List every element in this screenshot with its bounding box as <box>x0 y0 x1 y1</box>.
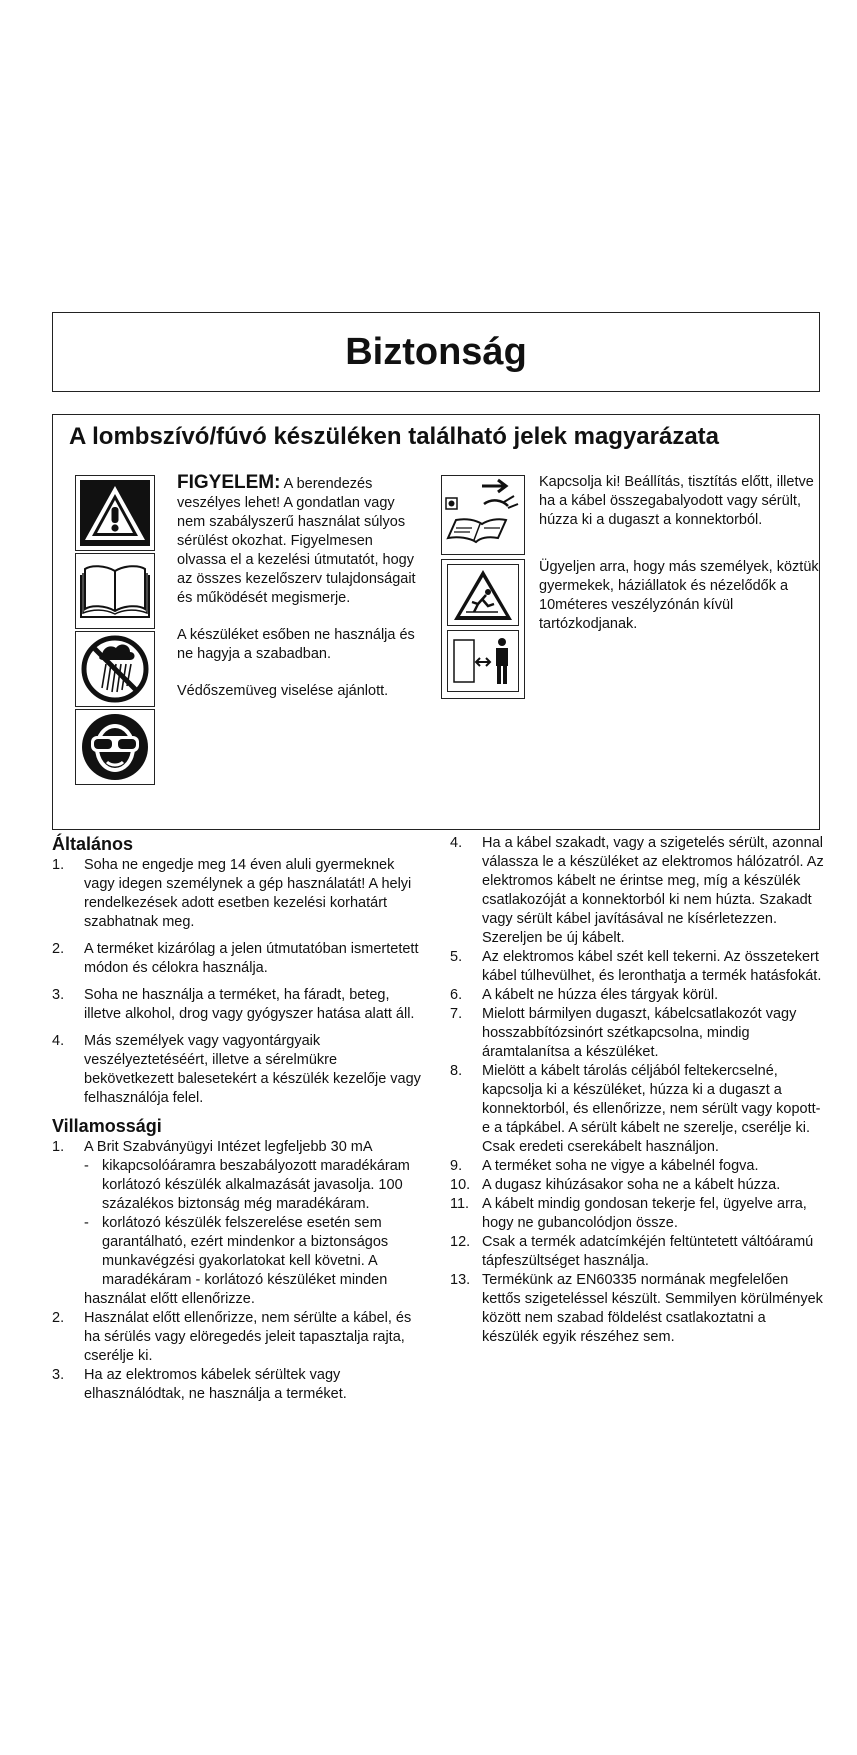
unplug-text: Kapcsolja ki! Beállítás, tisztítás előtt, illetve ha a kábel összegabalyodott vagy sérült, húzza ki a dugaszt a konnektorból. <box>539 474 814 528</box>
slip-hazard-icon <box>447 564 519 626</box>
item-text: Használat előtt ellenőrizze, nem sérülte a kábel, és ha sérülés vagy elöregedés jeleit tapasztalja rajta, cserélje ki. <box>84 1310 412 1364</box>
rain-text: A készüléket esőben ne használja és ne hagyja a szabadban. <box>177 627 415 662</box>
warning-triangle-icon <box>75 475 155 551</box>
list-item <box>52 856 422 932</box>
safety-goggles-icon <box>75 709 155 785</box>
list-item <box>450 1062 824 1157</box>
list-item <box>52 986 422 1024</box>
item-text: A terméket soha ne vigye a kábelnél fogva. <box>482 1158 759 1174</box>
general-heading: Általános <box>52 834 134 854</box>
right-icon-column <box>441 475 525 699</box>
item-number: 1. <box>52 857 65 873</box>
item-text: Soha ne engedje meg 14 éven aluli gyermeknek vagy idegen személynek a gép használatát! A helyi rendelkezések adott esetben kezelési korhatárt szabhatnak meg. <box>84 857 412 930</box>
item-number: 8. <box>450 1063 463 1079</box>
title-box <box>52 312 820 392</box>
item-number: 2. <box>52 941 65 957</box>
item-number: 12. <box>450 1234 471 1250</box>
item-number: 6. <box>450 987 463 1003</box>
distance-person-icon <box>447 630 519 692</box>
list-item <box>52 1032 422 1108</box>
electrical-heading: Villamossági <box>52 1116 162 1136</box>
symbols-heading: A lombszívó/fúvó készüléken található jelek magyarázata <box>69 423 720 450</box>
list-item <box>52 1309 422 1366</box>
goggles-text: Védőszemüveg viselése ajánlott. <box>177 683 389 699</box>
item-number: 5. <box>450 949 463 965</box>
item-text: Soha ne használja a terméket, ha fáradt, beteg, illetve alkohol, drog vagy gyógyszer hatása alatt áll. <box>84 987 415 1022</box>
list-item <box>52 940 422 978</box>
item-text: Termékünk az EN60335 normának megfelelően kettős szigeteléssel készült. Semmilyen körülmények között nem szabad földelést csatlakoztatni a készülék egyik részéhez sem. <box>482 1272 823 1345</box>
sub-item <box>52 1157 422 1214</box>
item-text: A terméket kizárólag a jelen útmutatóban ismertetett módon és célokra használja. <box>84 941 419 976</box>
list-item <box>450 1176 824 1195</box>
list-item <box>52 1366 422 1404</box>
sub-item-text: kikapcsolóáramra beszabályozott maradékáram korlátozó készülék alkalmazását javasolja. 100 százalékos biztonság még maradékáram. <box>102 1158 410 1212</box>
item-number: 4. <box>52 1033 65 1049</box>
dash: - <box>84 1215 89 1231</box>
item-text: Mielött a kábelt tárolás céljából feltekercselné, kapcsolja ki a készüléket, húzza ki a dugaszt a konnektorból, és ellenőrizze, nem sérült vagy kopott-e a tápkábel. A sérült kábelt ne szerelje, cserélje ki. Csak eredeti cserekábelt használjon. <box>482 1063 821 1155</box>
symbols-left-text <box>177 473 417 719</box>
item-text: A Brit Szabványügyi Intézet legfeljebb 30 mA <box>84 1139 373 1155</box>
item-number: 13. <box>450 1272 471 1288</box>
bystander-icon-box <box>441 559 525 699</box>
no-rain-icon <box>75 631 155 707</box>
list-item <box>450 1271 824 1347</box>
item-number: 10. <box>450 1177 471 1193</box>
unplug-icon <box>441 475 525 555</box>
warning-paragraph <box>177 473 417 608</box>
list-item <box>450 1005 824 1062</box>
item-text: Mielott bármilyen dugaszt, kábelcsatlakozót vagy hosszabbítózsinórt szétkapcsolna, mindig áramtalanítsa a készüléket. <box>482 1006 797 1060</box>
sub-item-text: korlátozó készülék felszerelése esetén sem garantálható, ezért mindenkor a biztonságos munkavégzési gyakorlatokat kell követni. A maradékáram - korlátozó készüléket minden <box>102 1215 389 1288</box>
manual-book-icon <box>75 553 155 629</box>
item-text: A dugasz kihúzásakor soha ne a kábelt húzza. <box>482 1177 781 1193</box>
list-item <box>450 834 824 948</box>
left-icon-column <box>75 475 159 787</box>
item-text: A kábelt mindig gondosan tekerje fel, ügyelve arra, hogy ne gubancolódjon össze. <box>482 1196 807 1231</box>
list-item <box>450 1157 824 1176</box>
item-text: Ha a kábel szakadt, vagy a szigetelés sérült, azonnal válassza le a készüléket az elektromos hálózatról. Az elektromos kábelt ne érintse meg, míg a készülék csatlakozóját a konnektorból ki nem húzta. Szakadt vagy sérült kábel javításával ne kísérletezzen. Szereljen be új kábelt. <box>482 835 824 946</box>
page-title: Biztonság <box>345 331 527 373</box>
list-item <box>450 1233 824 1271</box>
list-item <box>450 986 824 1005</box>
item-number: 3. <box>52 1367 65 1383</box>
item-number: 11. <box>450 1196 470 1212</box>
item-tail: használat előtt ellenőrizze. <box>84 1291 255 1307</box>
bystander-text: Ügyeljen arra, hogy más személyek, köztük gyermekek, háziállatok és nézelődők a 10méteres veszélyzónán kívül tartózkodjanak. <box>539 559 819 632</box>
warning-label: FIGYELEM: <box>177 472 281 493</box>
item-number: 1. <box>52 1139 65 1155</box>
item-text: Más személyek vagy vagyontárgyaik veszélyeztetéséért, illetve a sérelmükre bekövetkezett balesetekért a készülék kezelője vagy felhasználója felel. <box>84 1033 421 1106</box>
item-text: Ha az elektromos kábelek sérültek vagy elhasználódtak, ne használja a terméket. <box>84 1367 347 1402</box>
electrical-list <box>52 1138 422 1404</box>
dash: - <box>84 1158 89 1174</box>
item-number: 4. <box>450 835 463 851</box>
list-item <box>52 1138 422 1157</box>
item-number: 2. <box>52 1310 65 1326</box>
symbols-section <box>52 414 820 830</box>
item-number: 9. <box>450 1158 463 1174</box>
sub-item <box>52 1214 422 1290</box>
warning-text: A berendezés veszélyes lehet! A gondatlan vagy nem szabályszerű használat súlyos sérülést okozhat. Figyelmesen olvassa el a kezelési útmutatót, hogy az összes kezelőszerv tulajdonságait és működését megismerje. <box>177 476 416 606</box>
left-column <box>52 832 422 1404</box>
item-text: A kábelt ne húzza éles tárgyak körül. <box>482 987 719 1003</box>
symbols-right-text <box>539 473 819 662</box>
item-number: 3. <box>52 987 65 1003</box>
item-text: Az elektromos kábel szét kell tekerni. Az összetekert kábel túlhevülhet, és leronthatja a termék hatásfokát. <box>482 949 822 984</box>
list-item <box>450 1195 824 1233</box>
right-column <box>450 834 824 1347</box>
item-text: Csak a termék adatcímkéjén feltüntetett váltóáramú tápfeszültséget használja. <box>482 1234 814 1269</box>
list-item <box>450 948 824 986</box>
item-number: 7. <box>450 1006 463 1022</box>
